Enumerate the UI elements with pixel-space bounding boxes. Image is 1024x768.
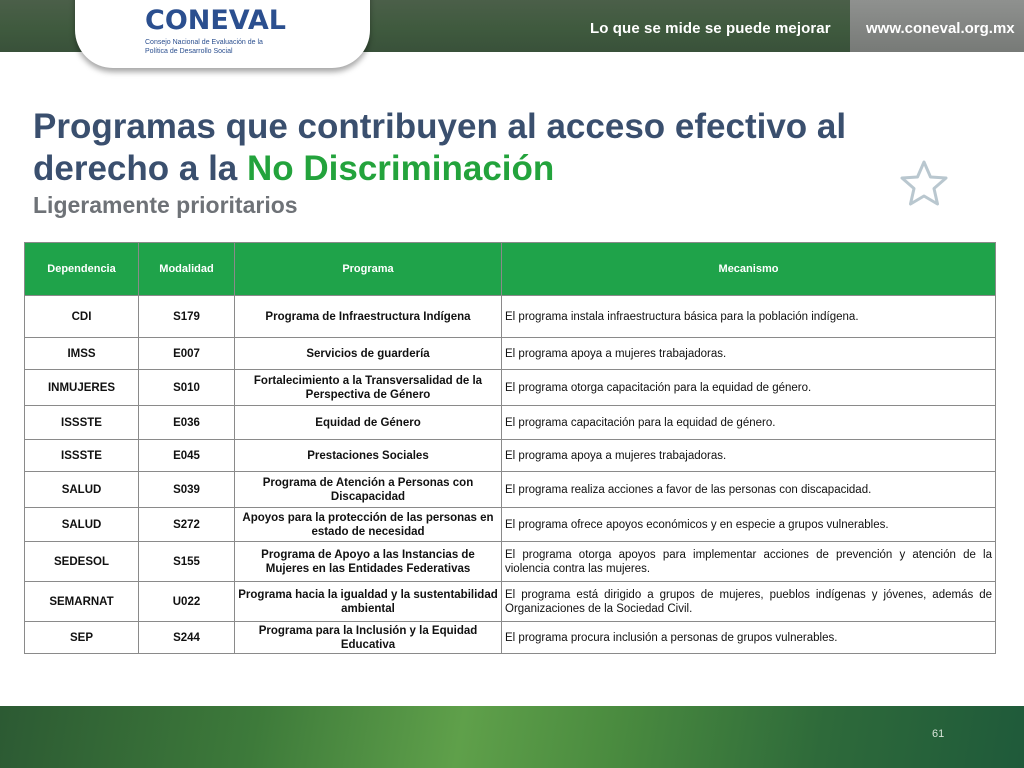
page-number: 61: [932, 728, 945, 740]
cell-programa: Programa de Apoyo a las Instancias de Mujeres en las Entidades Federativas: [235, 542, 502, 582]
table-row: [25, 622, 996, 654]
table-row: [25, 338, 996, 370]
cell-programa: Servicios de guardería: [235, 338, 502, 370]
cell-mecanismo: El programa otorga capacitación para la equidad de género.: [502, 370, 996, 406]
cell-modalidad: S039: [139, 472, 235, 508]
cell-modalidad: S155: [139, 542, 235, 582]
cell-dependencia: SALUD: [25, 472, 139, 508]
cell-modalidad: U022: [139, 582, 235, 622]
cell-dependencia: INMUJERES: [25, 370, 139, 406]
title-accent: No Discriminación: [246, 149, 555, 188]
cell-dependencia: ISSSTE: [25, 440, 139, 472]
table-row: [25, 542, 996, 582]
coneval-logo[interactable]: CONEVAL: [145, 5, 286, 36]
cell-modalidad: E045: [139, 440, 235, 472]
cell-mecanismo: El programa está dirigido a grupos de mujeres, pueblos indígenas y jóvenes, además de Organizaciones de la Sociedad Civil.: [502, 582, 996, 622]
cell-dependencia: IMSS: [25, 338, 139, 370]
cell-programa: Programa de Infraestructura Indígena: [235, 296, 502, 338]
cell-mecanismo: El programa ofrece apoyos económicos y en especie a grupos vulnerables.: [502, 508, 996, 542]
cell-dependencia: CDI: [25, 296, 139, 338]
cell-dependencia: SEMARNAT: [25, 582, 139, 622]
header-dependencia: Dependencia: [25, 243, 139, 296]
cell-programa: Programa hacia la igualdad y la sustentabilidad ambiental: [235, 582, 502, 622]
logo-subtitle: Consejo Nacional de Evaluación de la Política de Desarrollo Social: [145, 39, 263, 55]
cell-mecanismo: El programa realiza acciones a favor de las personas con discapacidad.: [502, 472, 996, 508]
cell-modalidad: E007: [139, 338, 235, 370]
cell-modalidad: S244: [139, 622, 235, 654]
cell-mecanismo: El programa apoya a mujeres trabajadoras.: [502, 338, 996, 370]
table-row: [25, 582, 996, 622]
table-row: [25, 406, 996, 440]
table-row: [25, 508, 996, 542]
cell-mecanismo: El programa procura inclusión a personas de grupos vulnerables.: [502, 622, 996, 654]
cell-modalidad: S179: [139, 296, 235, 338]
table-row: [25, 472, 996, 508]
table-row: [25, 296, 996, 338]
cell-programa: Equidad de Género: [235, 406, 502, 440]
cell-programa: Fortalecimiento a la Transversalidad de la Perspectiva de Género: [235, 370, 502, 406]
cell-modalidad: E036: [139, 406, 235, 440]
cell-dependencia: SEDESOL: [25, 542, 139, 582]
header-programa: Programa: [235, 243, 502, 296]
table-row: [25, 370, 996, 406]
table-row: [25, 440, 996, 472]
header-modalidad: Modalidad: [139, 243, 235, 296]
cell-dependencia: SEP: [25, 622, 139, 654]
cell-mecanismo: El programa apoya a mujeres trabajadoras.: [502, 440, 996, 472]
footer-band: [0, 706, 1024, 768]
programs-table: [24, 242, 996, 654]
cell-programa: Prestaciones Sociales: [235, 440, 502, 472]
website-link[interactable]: www.coneval.org.mx: [866, 20, 1015, 37]
cell-modalidad: S272: [139, 508, 235, 542]
star-outline-icon: [897, 157, 951, 211]
cell-mecanismo: El programa capacitación para la equidad de género.: [502, 406, 996, 440]
header-mecanismo: Mecanismo: [502, 243, 996, 296]
title-line1: Programas que contribuyen al acceso efectivo al: [33, 107, 847, 146]
cell-mecanismo: El programa instala infraestructura básica para la población indígena.: [502, 296, 996, 338]
cell-programa: Programa para la Inclusión y la Equidad Educativa: [235, 622, 502, 654]
table-header-row: [25, 243, 996, 296]
cell-programa: Programa de Atención a Personas con Discapacidad: [235, 472, 502, 508]
cell-dependencia: SALUD: [25, 508, 139, 542]
cell-modalidad: S010: [139, 370, 235, 406]
cell-mecanismo: El programa otorga apoyos para implementar acciones de prevención y atención de la violencia contra las mujeres.: [502, 542, 996, 582]
page-subtitle: Ligeramente prioritarios: [33, 192, 298, 218]
title-line2-prefix: derecho a la: [33, 149, 247, 188]
page-title: [33, 106, 893, 190]
cell-dependencia: ISSSTE: [25, 406, 139, 440]
cell-programa: Apoyos para la protección de las personas en estado de necesidad: [235, 508, 502, 542]
header-tagline: Lo que se mide se puede mejorar: [590, 20, 831, 37]
